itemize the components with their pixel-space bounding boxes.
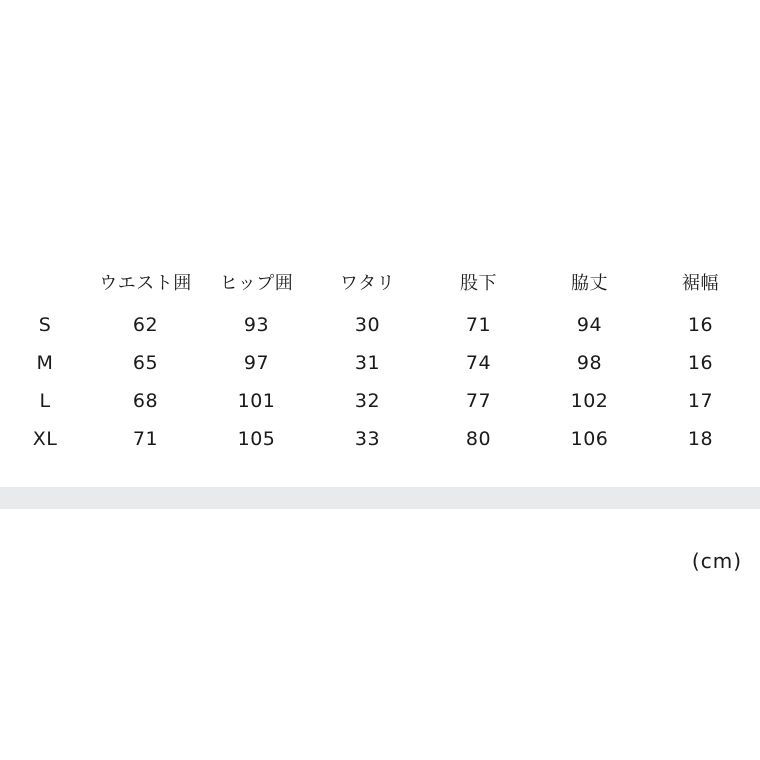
cell-l-hip: 101 bbox=[237, 390, 276, 412]
cell-s-waist: 62 bbox=[132, 314, 159, 336]
cell-m-hip: 97 bbox=[243, 352, 270, 374]
cell-xl-thigh: 33 bbox=[354, 428, 381, 450]
row-label-xl: XL bbox=[32, 428, 58, 450]
cell-xl-hip: 105 bbox=[237, 428, 276, 450]
cell-spacer bbox=[756, 382, 760, 420]
cell-l-inseam: 77 bbox=[465, 390, 492, 412]
row-label-l: L bbox=[39, 390, 51, 412]
cell-xl-outseam: 106 bbox=[570, 428, 609, 450]
column-header-waist: ウエスト囲 bbox=[99, 273, 192, 294]
cell-m-inseam: 74 bbox=[465, 352, 492, 374]
table-row bbox=[0, 382, 760, 420]
column-header-hip: ヒップ囲 bbox=[219, 273, 294, 294]
table-header bbox=[0, 258, 760, 306]
cell-m-thigh: 31 bbox=[354, 352, 381, 374]
cell-m-hem: 16 bbox=[687, 352, 714, 374]
column-header-inseam: 股下 bbox=[460, 273, 497, 294]
column-header-hem: 裾幅 bbox=[682, 273, 719, 294]
column-header-outseam: 脇丈 bbox=[571, 273, 608, 294]
column-header-thigh: ワタリ bbox=[339, 273, 396, 294]
divider-band bbox=[0, 487, 760, 509]
cell-spacer bbox=[756, 344, 760, 382]
cell-m-waist: 65 bbox=[132, 352, 159, 374]
unit-note: (cm) bbox=[691, 549, 742, 573]
cell-l-hem: 17 bbox=[687, 390, 714, 412]
cell-s-hip: 93 bbox=[243, 314, 270, 336]
table-row bbox=[0, 344, 760, 382]
size-chart-table bbox=[0, 258, 760, 458]
column-header-size bbox=[0, 258, 90, 306]
cell-s-inseam: 71 bbox=[465, 314, 492, 336]
table-body bbox=[0, 306, 760, 458]
table-row bbox=[0, 420, 760, 458]
table-header-row bbox=[0, 258, 760, 306]
cell-xl-waist: 71 bbox=[132, 428, 159, 450]
cell-l-thigh: 32 bbox=[354, 390, 381, 412]
row-label-s: S bbox=[38, 314, 52, 336]
cell-s-thigh: 30 bbox=[354, 314, 381, 336]
cell-xl-hem: 18 bbox=[687, 428, 714, 450]
table-row bbox=[0, 306, 760, 344]
cell-spacer bbox=[756, 306, 760, 344]
cell-xl-inseam: 80 bbox=[465, 428, 492, 450]
cell-s-outseam: 94 bbox=[576, 314, 603, 336]
cell-s-hem: 16 bbox=[687, 314, 714, 336]
cell-m-outseam: 98 bbox=[576, 352, 603, 374]
row-label-m: M bbox=[36, 352, 54, 374]
cell-l-waist: 68 bbox=[132, 390, 159, 412]
cell-l-outseam: 102 bbox=[570, 390, 609, 412]
cell-spacer bbox=[756, 420, 760, 458]
column-header-spacer bbox=[756, 258, 760, 306]
